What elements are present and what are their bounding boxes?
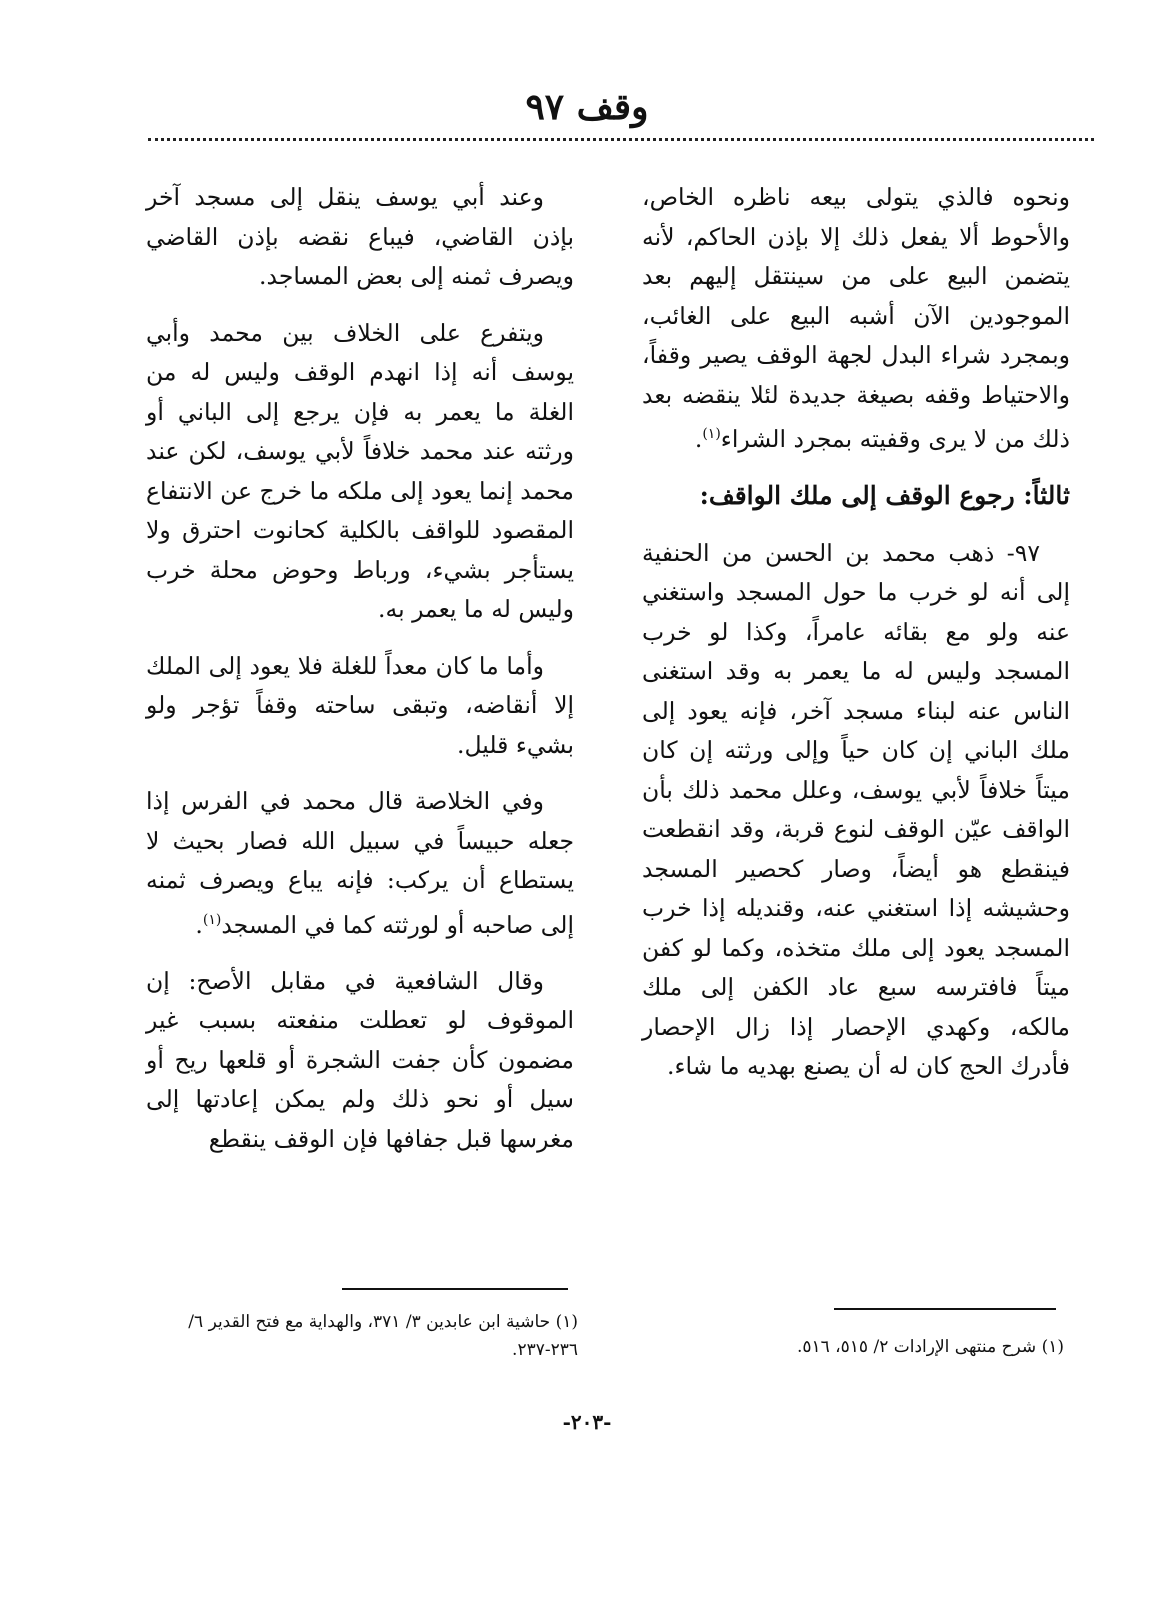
paragraph: وقال الشافعية في مقابل الأصح: إن الموقوف لو تعطلت منفعته بسبب غير مضمون كأن جفت الشجرة أو قلعها ريح أو سيل أو نحو ذلك ولم يمكن إعادتها إلى مغرسها قبل جفافها فإن الوقف ينقطع <box>146 966 574 1153</box>
paragraph: وعند أبي يوسف ينقل إلى مسجد آخر بإذن القاضي، فيباع نقضه بإذن القاضي ويصرف ثمنه إلى بعض المساجد. <box>146 183 574 290</box>
paragraph: ونحوه فالذي يتولى بيعه ناظره الخاص، والأحوط ألا يفعل ذلك إلا بإذن الحاكم، لأنه يتضمن البيع على من سينتقل إليهم بعد الموجودين الآن أشبه البيع على الغائب، وبمجرد شراء البدل لجهة الوقف يصير وقفاً، والاحتياط وقفه بصيغة جديدة لئلا ينقضه بعد ذلك من لا يرى وقفيته بمجرد الشراء$^{(١)}$. <box>642 183 1070 453</box>
left-column <box>146 178 574 1176</box>
right-column <box>642 178 1070 1104</box>
footnote-ref: (١) <box>702 426 721 442</box>
section-heading: ثالثاً: رجوع الوقف إلى ملك الواقف: <box>699 481 1070 511</box>
paragraph: ويتفرع على الخلاف بين محمد وأبي يوسف أنه إذا انهدم الوقف وليس له من الغلة ما يعمر به فإن يرجع إلى الباني أو ورثته عند محمد خلافاً لأبي يوسف، لكن عند محمد إنما يعود إلى ملكه ما خرج عن الانتفاع المقصود للواقف بالكلية كحانوت احترق ولا يستأجر بشيء، ورباط وحوض محلة خرب وليس له ما يعمر به. <box>146 318 574 623</box>
page-header: وقف ٩٧ <box>525 86 649 128</box>
footnote-ref: (١) <box>202 911 222 928</box>
paragraph: وأما ما كان معداً للغلة فلا يعود إلى الملك إلا أنقاضه، وتبقى ساحته وقفاً تؤجر ولو بشيء قليل. <box>146 651 574 759</box>
paragraph: ٩٧- ذهب محمد بن الحسن من الحنفية إلى أنه لو خرب ما حول المسجد واستغني عنه ولو مع بقائه عامراً، وكذا لو خرب المسجد وليس له ما يعمر به وقد استغنى الناس عنه لبناء مسجد آخر، فإنه يعود إلى ملك الباني إن كان حياً وإلى ورثته إن كان ميتاً خلافاً لأبي يوسف، وعلل محمد ذلك بأن الواقف عيّن الوقف لنوع قربة، وقد انقطعت فينقطع هو أيضاً، وصار كحصير المسجد وحشيشه إذا استغني عنه، وقنديله إذا خرب المسجد يعود إلى ملك متخذه، وكما لو كفن ميتاً فافترسه سبع عاد الكفن إلى ملك مالكه، وكهدي الإحصار إذا زال الإحصار فأدرك الحج كان له أن يصنع بهديه ما شاء. <box>642 538 1070 1081</box>
paragraph: وفي الخلاصة قال محمد في الفرس إذا جعله حبيساً في سبيل الله فصار بحيث لا يستطاع أن يركب: فإنه يباع ويصرف ثمنه إلى صاحبه أو لورثته كما في المسجد$^{(١)}$. <box>146 787 574 939</box>
footnote-rule-right <box>834 1308 1056 1310</box>
footnote-rule-left <box>342 1288 568 1290</box>
footnote-right: (١) شرح منتهى الإرادات ٢/ ٥١٥، ٥١٦. <box>796 1337 1064 1357</box>
footnote-left: (١) حاشية ابن عابدين ٣/ ٣٧١، والهداية مع فتح القدير ٦/ ٢٣٦-٢٣٧. <box>188 1312 578 1360</box>
page-number: -٢٠٣- <box>562 1410 612 1434</box>
header-dotted-rule <box>148 138 1094 141</box>
